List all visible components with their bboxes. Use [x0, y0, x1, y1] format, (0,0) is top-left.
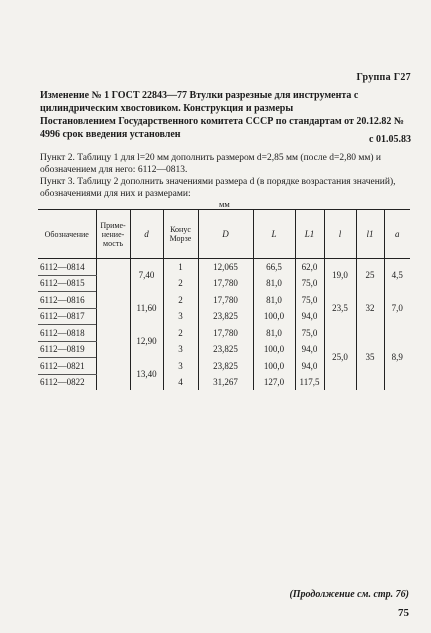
cell-l1: 35 — [356, 325, 384, 391]
cell-a: 4,5 — [384, 259, 410, 292]
cell-L: 100,0 — [253, 341, 295, 358]
cell-designation: 6112—0816 — [38, 292, 96, 309]
cell-l: 25,0 — [324, 325, 356, 391]
cell-L1: 75,0 — [295, 275, 324, 292]
cell-designation: 6112—0814 — [38, 259, 96, 276]
cell-D: 23,825 — [198, 341, 253, 358]
cell-designation: 6112—0822 — [40, 377, 85, 388]
page-number: 75 — [398, 607, 409, 619]
cell-application — [96, 259, 130, 292]
cell-D: 17,780 — [198, 325, 253, 342]
cell-morse: 3 — [163, 341, 198, 358]
cell-D: 12,065 — [198, 259, 253, 276]
table-row — [38, 259, 410, 276]
cell-L: 81,0 — [253, 325, 295, 342]
cell-application — [96, 358, 130, 391]
unit-label: мм — [219, 199, 230, 209]
cell-designation: 6112—0821 — [38, 358, 96, 375]
cell-morse: 1 — [163, 259, 198, 276]
dimensions-table — [38, 209, 410, 390]
cell-a: 7,0 — [384, 292, 410, 325]
table-row — [38, 292, 410, 309]
cell-L1: 117,5 — [295, 374, 324, 390]
cell-L1: 62,0 — [295, 259, 324, 276]
cell-morse: 2 — [163, 325, 198, 342]
cell-morse: 3 — [163, 358, 198, 375]
header-L: L — [253, 210, 295, 259]
cell-d: 7,40 — [130, 259, 163, 292]
amendment-title: Изменение № 1 ГОСТ 22843—77 Втулки разрезные для инструмента с цилиндрическим хвостовиком. Конструкция и размеры — [40, 90, 359, 114]
header-a: a — [384, 210, 410, 259]
cell-l: 23,5 — [324, 292, 356, 325]
header-l: l — [324, 210, 356, 259]
header-application: Приме-нение-мость — [96, 210, 130, 259]
table-header-row — [38, 210, 410, 259]
cell-d: 13,40 — [130, 358, 163, 391]
item-2-text: Пункт 2. Таблицу 1 для l=20 мм дополнить размером d=2,85 мм (после d=2,80 мм) и обозначением для него: 6112—0813. — [40, 153, 381, 175]
cell-morse: 3 — [163, 308, 198, 325]
cell-d: 11,60 — [130, 292, 163, 325]
cell-designation: 6112—0817 — [38, 308, 96, 325]
cell-L1: 94,0 — [295, 341, 324, 358]
effective-date: с 01.05.83 — [369, 134, 411, 145]
table-row — [38, 325, 410, 342]
cell-designation: 6112—0819 — [38, 341, 96, 358]
cell-morse: 2 — [163, 275, 198, 292]
cell-application — [96, 292, 130, 325]
header-designation: Обозначение — [38, 210, 96, 259]
header-D: D — [198, 210, 253, 259]
header-morse: Конус Морзе — [163, 210, 198, 259]
cell-designation: 6112—0818 — [38, 325, 96, 342]
cell-L: 81,0 — [253, 292, 295, 309]
decree-text: Постановлением Государственного комитета СССР по стандартам от 20.12.82 № 4996 срок введения установлен — [40, 116, 404, 140]
cell-L: 66,5 — [253, 259, 295, 276]
cell-a: 8,9 — [384, 325, 410, 391]
cell-L: 100,0 — [253, 308, 295, 325]
cell-l: 19,0 — [324, 259, 356, 292]
cell-l1: 25 — [356, 259, 384, 292]
cell-designation: 6112—0815 — [38, 275, 96, 292]
cell-L1: 94,0 — [295, 308, 324, 325]
header-L1: L1 — [295, 210, 324, 259]
cell-application — [96, 325, 130, 358]
item-3-text: Пункт 3. Таблицу 2 дополнить значениями размера d (в порядке возрастания значений), обозначениями для них и размерами: — [40, 177, 396, 199]
cell-L: 81,0 — [253, 275, 295, 292]
cell-L1: 75,0 — [295, 292, 324, 309]
cell-L: 127,0 — [253, 374, 295, 390]
cell-D: 31,267 — [198, 374, 253, 390]
cell-D: 17,780 — [198, 275, 253, 292]
cell-D: 23,825 — [198, 358, 253, 375]
header-l1: l1 — [356, 210, 384, 259]
cell-L1: 94,0 — [295, 358, 324, 375]
cell-l1: 32 — [356, 292, 384, 325]
header-d: d — [130, 210, 163, 259]
cell-d: 12,90 — [130, 325, 163, 358]
cell-morse: 4 — [163, 374, 198, 390]
cell-morse: 2 — [163, 292, 198, 309]
cell-L: 100,0 — [253, 358, 295, 375]
group-label: Группа Г27 — [356, 72, 411, 83]
cell-D: 23,825 — [198, 308, 253, 325]
cell-L1: 75,0 — [295, 325, 324, 342]
cell-D: 17,780 — [198, 292, 253, 309]
continuation-note: (Продолжение см. стр. 76) — [289, 589, 409, 600]
